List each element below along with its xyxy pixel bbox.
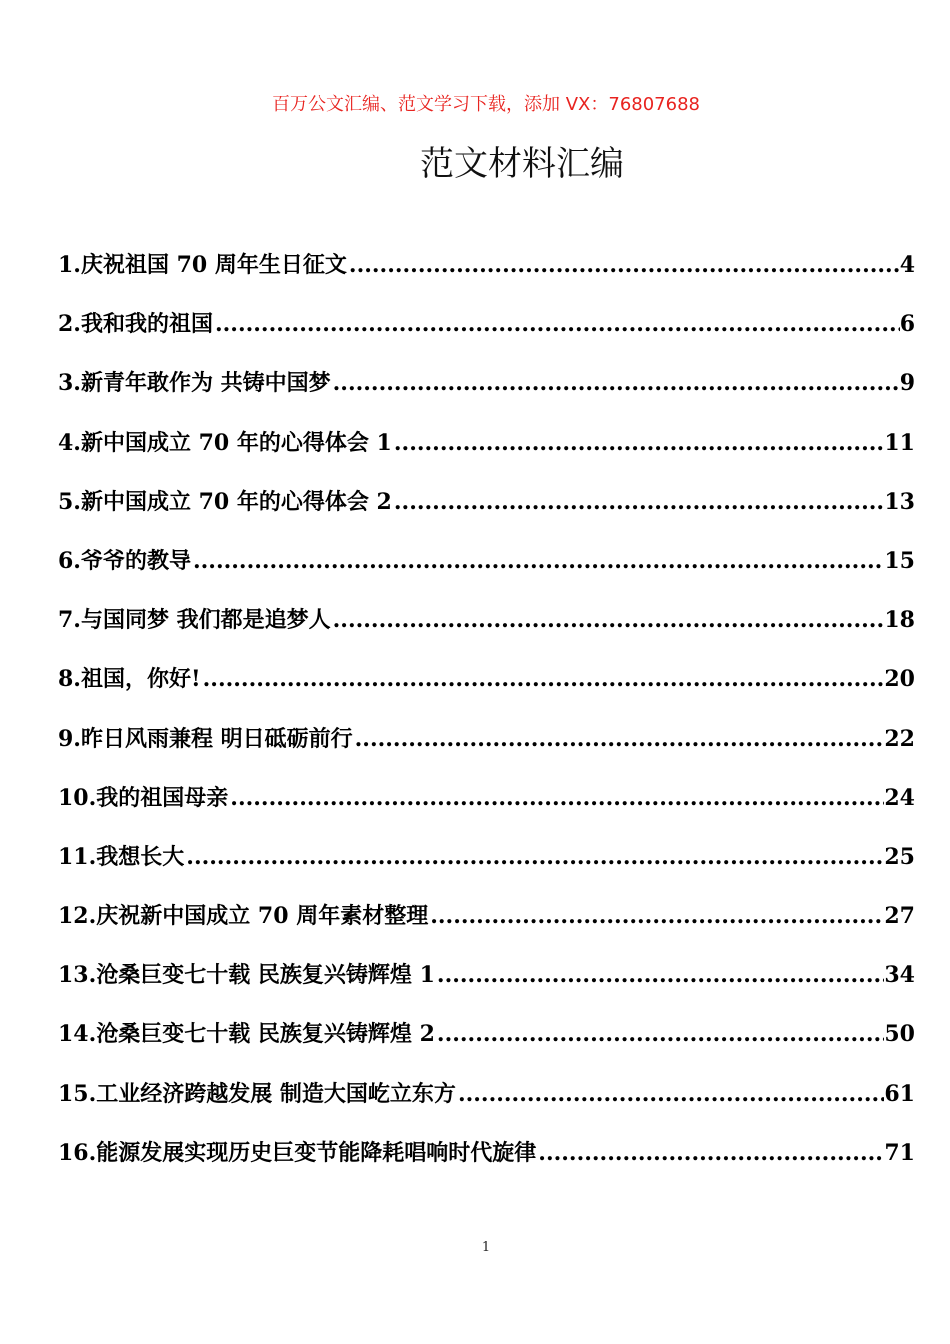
toc-entry-2[interactable] [58, 307, 915, 366]
toc-entry-title: 9.昨日风雨兼程 明日砥砺前行 [58, 725, 353, 752]
toc-leader-dots [394, 430, 885, 456]
toc-entry-title: 15.工业经济跨越发展 制造大国屹立东方 [58, 1080, 456, 1107]
toc-entry-page: 22 [884, 725, 915, 752]
toc-entry-title: 13.沧桑巨变七十载 民族复兴铸辉煌 1 [58, 962, 435, 989]
page-title: 范文材料汇编 [420, 144, 624, 184]
toc-entry-9[interactable] [58, 722, 915, 781]
toc-entry-title: 2.我和我的祖国 [58, 311, 213, 338]
toc-entry-11[interactable] [58, 840, 915, 899]
toc-entry-title: 3.新青年敢作为 共铸中国梦 [58, 370, 331, 397]
toc-entry-page: 13 [884, 488, 915, 515]
toc-entry-title: 6.爷爷的教导 [58, 547, 191, 574]
toc-entry-title: 1.庆祝祖国 70 周年生日征文 [58, 252, 347, 278]
toc-leader-dots [193, 548, 884, 574]
toc-entry-title: 7.与国同梦 我们都是追梦人 [58, 607, 331, 634]
toc-entry-6[interactable] [58, 544, 915, 603]
toc-leader-dots [333, 607, 885, 633]
toc-entry-10[interactable] [58, 781, 915, 840]
toc-entry-page: 20 [884, 666, 915, 693]
toc-entry-15[interactable] [58, 1077, 915, 1136]
toc-entry-page: 24 [884, 784, 915, 811]
page-number: 1 [481, 1240, 491, 1255]
toc-leader-dots [437, 962, 884, 988]
toc-entry-page: 15 [884, 547, 915, 574]
toc-entry-page: 61 [884, 1080, 915, 1107]
toc-leader-dots [333, 370, 900, 396]
toc-entry-14[interactable] [58, 1017, 915, 1076]
toc-entry-3[interactable] [58, 366, 915, 425]
toc-leader-dots [215, 311, 900, 337]
toc-leader-dots [458, 1081, 884, 1107]
toc-entry-1[interactable] [58, 248, 915, 307]
toc-entry-page: 9 [899, 370, 915, 397]
promo-banner: 百万公文汇编、范文学习下载，添加 VX：76807688 [272, 94, 700, 115]
toc-entry-page: 4 [899, 252, 915, 278]
toc-entry-title: 11.我想长大 [58, 843, 185, 870]
toc-entry-title: 4.新中国成立 70 年的心得体会 1 [58, 429, 392, 456]
toc-entry-page: 71 [884, 1139, 915, 1166]
toc-entry-title: 14.沧桑巨变七十载 民族复兴铸辉煌 2 [58, 1021, 435, 1048]
toc-entry-8[interactable] [58, 662, 915, 721]
toc-entry-16[interactable] [58, 1136, 915, 1195]
toc-entry-4[interactable] [58, 426, 915, 485]
toc-leader-dots [230, 785, 884, 811]
toc-leader-dots [349, 252, 900, 278]
toc-entry-page: 27 [884, 903, 915, 930]
toc-entry-page: 6 [899, 311, 915, 338]
toc-entry-title: 5.新中国成立 70 年的心得体会 2 [58, 488, 392, 515]
table-of-contents [58, 248, 915, 1195]
toc-leader-dots [203, 666, 885, 692]
toc-entry-page: 11 [884, 429, 915, 456]
toc-leader-dots [430, 903, 884, 929]
toc-leader-dots [355, 726, 885, 752]
toc-entry-12[interactable] [58, 899, 915, 958]
toc-entry-page: 50 [884, 1021, 915, 1048]
toc-leader-dots [437, 1021, 884, 1047]
toc-entry-title: 8.祖国，你好! [58, 666, 201, 693]
toc-entry-7[interactable] [58, 603, 915, 662]
toc-entry-page: 34 [884, 962, 915, 989]
toc-entry-page: 18 [884, 607, 915, 634]
toc-entry-title: 10.我的祖国母亲 [58, 784, 229, 811]
toc-leader-dots [538, 1140, 884, 1166]
toc-entry-13[interactable] [58, 958, 915, 1017]
toc-leader-dots [394, 489, 885, 515]
toc-entry-title: 16.能源发展实现历史巨变节能降耗唱响时代旋律 [58, 1139, 537, 1166]
toc-entry-title: 12.庆祝新中国成立 70 周年素材整理 [58, 903, 429, 930]
toc-entry-page: 25 [884, 843, 915, 870]
toc-entry-5[interactable] [58, 485, 915, 544]
toc-leader-dots [186, 844, 884, 870]
